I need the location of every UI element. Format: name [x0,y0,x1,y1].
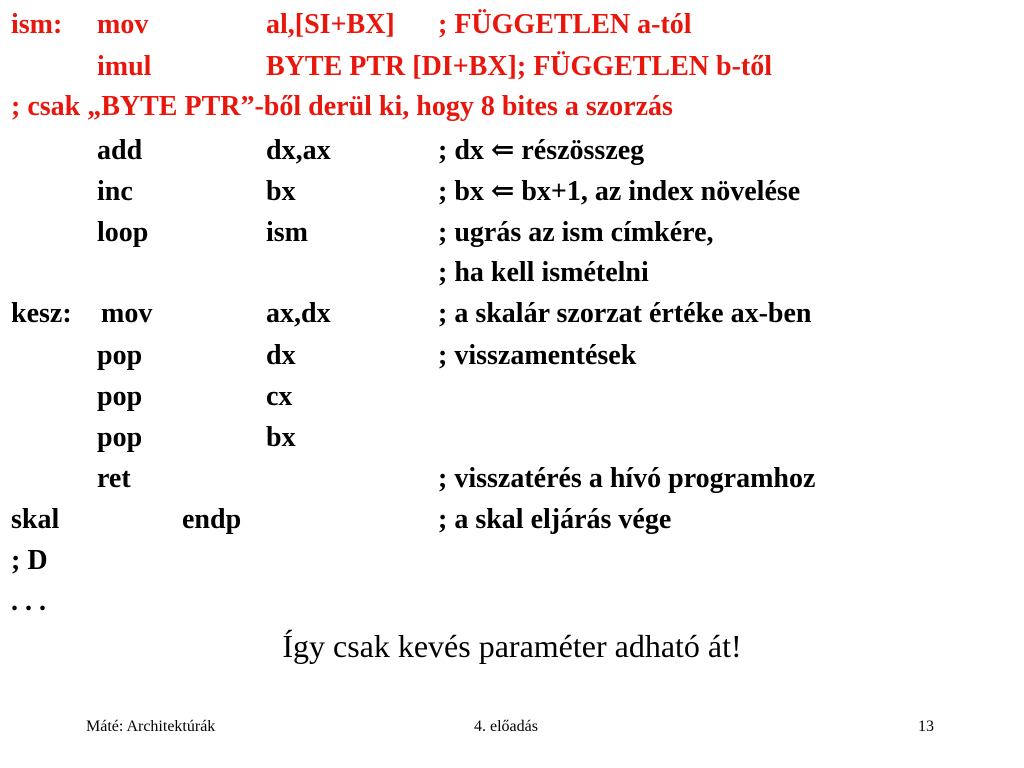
comment: ; dx ⇐ részösszeg [438,135,645,166]
code-line-skal-endp [0,506,1024,540]
label-skal: skal [11,504,60,535]
code-line-ret [0,465,1024,499]
opcode: endp [182,504,242,535]
label-kesz: kesz: [11,298,72,329]
opcode: pop [97,340,143,371]
label-ism: ism: [11,9,63,40]
code-line-loop [0,219,1024,253]
operand: bx [266,176,296,207]
comment: ; ha kell ismételni [438,257,649,288]
comment: ; a skal eljárás vége [438,504,672,535]
code-line-byte-ptr-comment [0,93,1024,127]
comment: ; a skalár szorzat értéke ax-ben [438,298,812,329]
opcode: add [97,135,143,166]
comment: ; ugrás az ism címkére, [438,217,714,248]
code-line-ellipsis [0,588,1024,622]
comment: ; visszamentések [438,340,637,371]
opcode: pop [97,422,143,453]
code-line-pop-cx [0,383,1024,417]
slide-note: Így csak kevés paraméter adható át! [282,628,742,664]
operand: dx,ax [266,135,331,166]
footer-page-number: 13 [918,718,934,735]
code-line-inc [0,178,1024,212]
ellipsis: . . . [11,586,46,617]
code-line-comment-continuation [0,259,1024,293]
comment: ; csak „BYTE PTR”-ből derül ki, hogy 8 bites a szorzás [11,91,673,122]
opcode: pop [97,381,143,412]
code-line-d-segment [0,547,1024,581]
code-line-kesz-mov [0,300,1024,334]
operand-with-comment: BYTE PTR [DI+BX]; FÜGGETLEN b-től [266,51,772,82]
opcode: loop [97,217,149,248]
code-line-add [0,137,1024,171]
code-line-imul [0,53,1024,87]
operand: ax,dx [266,298,331,329]
comment: ; visszatérés a hívó programhoz [438,463,816,494]
operand: al,[SI+BX] [266,9,395,40]
code-line-ism-mov [0,11,1024,45]
opcode: mov [101,298,153,329]
code-line-pop-dx [0,342,1024,376]
footer-lecture-number: 4. előadás [474,718,538,735]
comment: ; bx ⇐ bx+1, az index növelése [438,176,801,207]
opcode: inc [97,176,133,207]
opcode: imul [97,51,152,82]
operand: cx [266,381,293,412]
operand: dx [266,340,296,371]
opcode: mov [97,9,149,40]
comment: ; FÜGGETLEN a-tól [438,9,692,40]
operand: ism [266,217,308,248]
footer-author-course: Máté: Architektúrák [86,718,216,735]
opcode: ret [97,463,131,494]
operand: bx [266,422,296,453]
code-line-pop-bx [0,424,1024,458]
comment: ; D [11,545,48,576]
